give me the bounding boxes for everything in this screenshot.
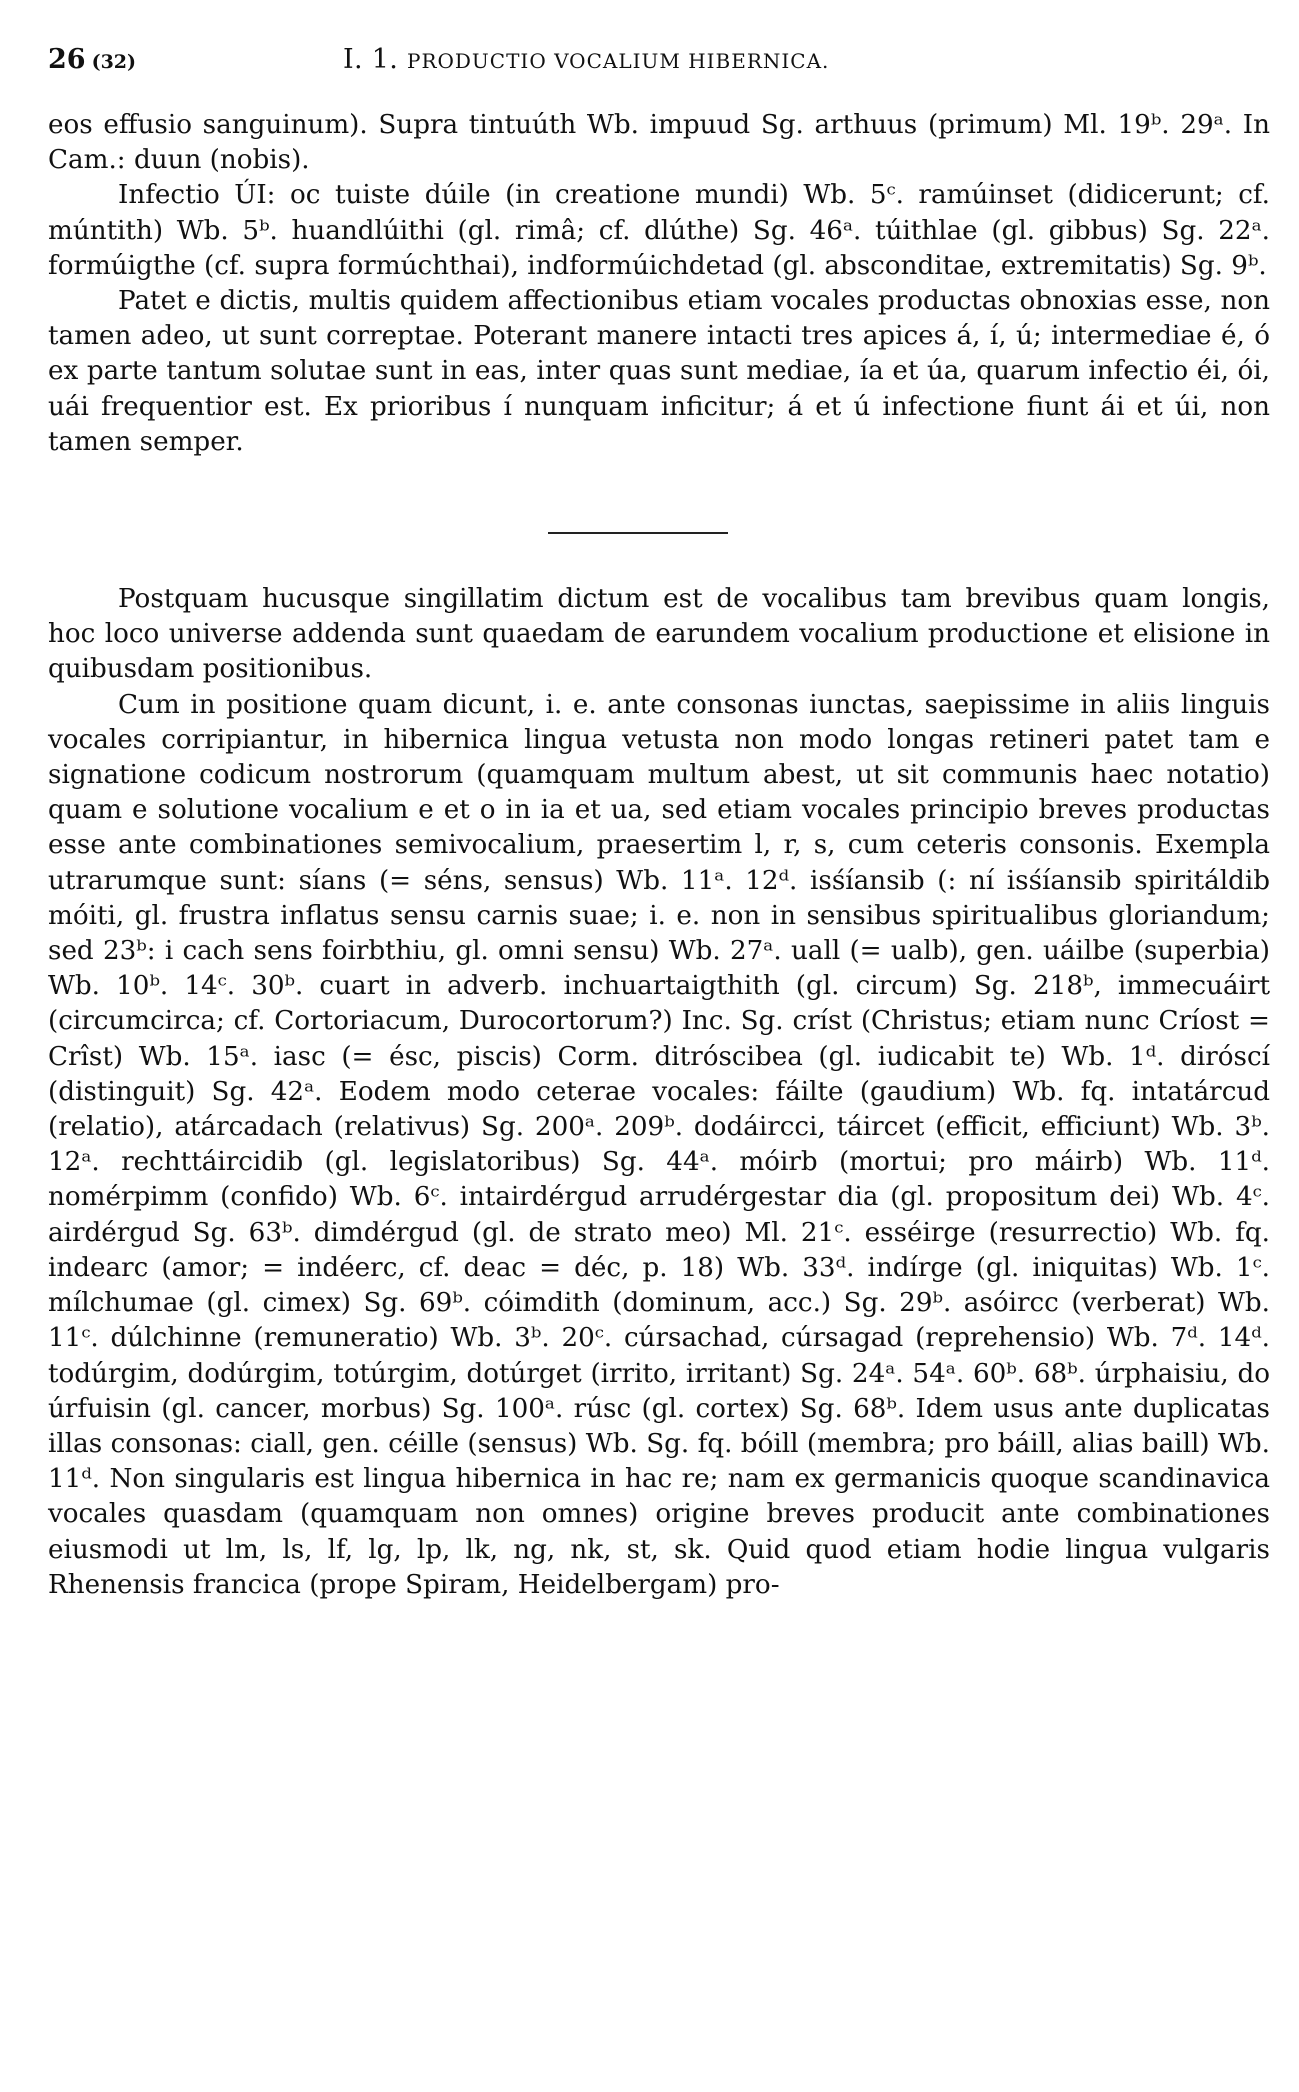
paragraph-continuation: eos effusio sanguinum). Supra tintuúth Wb. impuud Sg. arthuus (primum) Ml. 19ᵇ. 29ᵃ. In Cam.: duun (nobis).	[48, 110, 1270, 176]
paragraph-cum-in-positione: Cum in positione quam dicunt, i. e. ante consonas iunctas, saepissime in aliis linguis vocales corripiantur, in hibernica lingua vetusta non modo longas retineri patet tam e signatione codicum nostrorum (quamquam multum abest, ut sit communis haec notatio) quam e solutione vocalium e et o in ia et ua, sed etiam vocales principio breves productas esse ante combinationes semivocalium, praesertim l, r, s, cum ceteris consonis. Exempla utrarumque sunt: síans (= séns, sensus) Wb. 11ᵃ. 12ᵈ. isśíansib (: ní isśíansib spiritáldib móiti, gl. frustra inflatus sensu carnis suae; i. e. non in sensibus spiritualibus gloriandum; sed 23ᵇ: i cach sens foirbthiu, gl. omni sensu) Wb. 27ᵃ. uall (= ualb), gen. uáilbe (superbia) Wb. 10ᵇ. 14ᶜ. 30ᵇ. cuart in adverb. inchuartaigthith (gl. circum) Sg. 218ᵇ, immecuáirt (circumcirca; cf. Cortoriacum, Durocortorum?) Inc. Sg. críst (Christus; etiam nunc Críost = Crîst) Wb. 15ᵃ. iasc (= ésc, piscis) Corm. ditróscibea (gl. iudicabit te) Wb. 1ᵈ. diróscí (distinguit) Sg. 42ᵃ. Eodem modo ceterae vocales: fáilte (gaudium) Wb. fq. intatárcud (relatio), atárcadach (relativus) Sg. 200ᵃ. 209ᵇ. dodáircci, táircet (efficit, efficiunt) Wb. 3ᵇ. 12ᵃ. rechttáircidib (gl. legislatoribus) Sg. 44ᵃ. móirb (mortui; pro máirb) Wb. 11ᵈ. nomérpimm (confido) Wb. 6ᶜ. intairdérgud arrudérgestar dia (gl. propositum dei) Wb. 4ᶜ. airdérgud Sg. 63ᵇ. dimdérgud (gl. de strato meo) Ml. 21ᶜ. esséirge (resurrectio) Wb. fq. indearc (amor; = indéerc, cf. deac = déc, p. 18) Wb. 33ᵈ. indírge (gl. iniquitas) Wb. 1ᶜ. mílchumae (gl. cimex) Sg. 69ᵇ. cóimdith (dominum, acc.) Sg. 29ᵇ. asóircc (verberat) Wb. 11ᶜ. dúlchinne (remuneratio) Wb. 3ᵇ. 20ᶜ. cúrsachad, cúrsagad (reprehensio) Wb. 7ᵈ. 14ᵈ. todúrgim, dodúrgim, totúrgim, dotúrget (irrito, irritant) Sg. 24ᵃ. 54ᵃ. 60ᵇ. 68ᵇ. úrphaisiu, do úrfuisin (gl. cancer, morbus) Sg. 100ᵃ. rúsc (gl. cortex) Sg. 68ᵇ. Idem usus ante duplicatas illas consonas: ciall, gen. céille (sensus) Wb. Sg. fq. bóill (membra; pro báill, alias baill) Wb. 11ᵈ. Non singularis est lingua hibernica in hac re; nam ex germanicis quoque scandinavica vocales quasdam (quamquam non omnes) origine breves producit ante combinationes eiusmodi ut lm, ls, lf, lg, lp, lk, ng, nk, st, sk. Quid quod etiam hodie lingua vulgaris Rhenensis francica (prope Spiram, Heidelbergam) pro-	[48, 689, 1270, 1600]
running-title	[343, 44, 829, 75]
section-number: I. 1.	[343, 44, 399, 75]
chapter-title: PRODUCTIO VOCALIUM HIBERNICA.	[406, 49, 830, 73]
horizontal-rule	[548, 532, 728, 534]
paragraph-patet: Patet e dictis, multis quidem affectionibus etiam vocales productas obnoxias esse, non tamen adeo, ut sunt correptae. Poterant manere intacti tres apices á, í, ú; intermediae é, ó ex parte tantum solutae sunt in eas, inter quas sunt mediae, ía et úa, quarum infectio éi, ói, uái frequentior est. Ex prioribus í nunquam inficitur; á et ú infectione fiunt ái et úi, non tamen semper.	[48, 286, 1270, 457]
paragraph-infectio-ui: Infectio ÚI: oc tuiste dúile (in creatione mundi) Wb. 5ᶜ. ramúinset (didicerunt; cf. múntith) Wb. 5ᵇ. huandlúithi (gl. rimâ; cf. dlúthe) Sg. 46ᵃ. túithlae (gl. gibbus) Sg. 22ᵃ. formúigthe (cf. supra formúchthai), indformúichdetad (gl. absconditae, extremitatis) Sg. 9ᵇ.	[48, 180, 1270, 281]
page-number: 26 (32)	[48, 44, 136, 75]
document-page	[48, 44, 1270, 1603]
running-header	[48, 44, 1270, 108]
section-divider	[48, 460, 1270, 582]
original-page-number: (32)	[91, 51, 136, 73]
paragraph-postquam: Postquam hucusque singillatim dictum est de vocalibus tam brevibus quam longis, hoc loco universe addenda sunt quaedam de earundem vocalium productione et elisione in quibusdam positionibus.	[48, 584, 1270, 685]
